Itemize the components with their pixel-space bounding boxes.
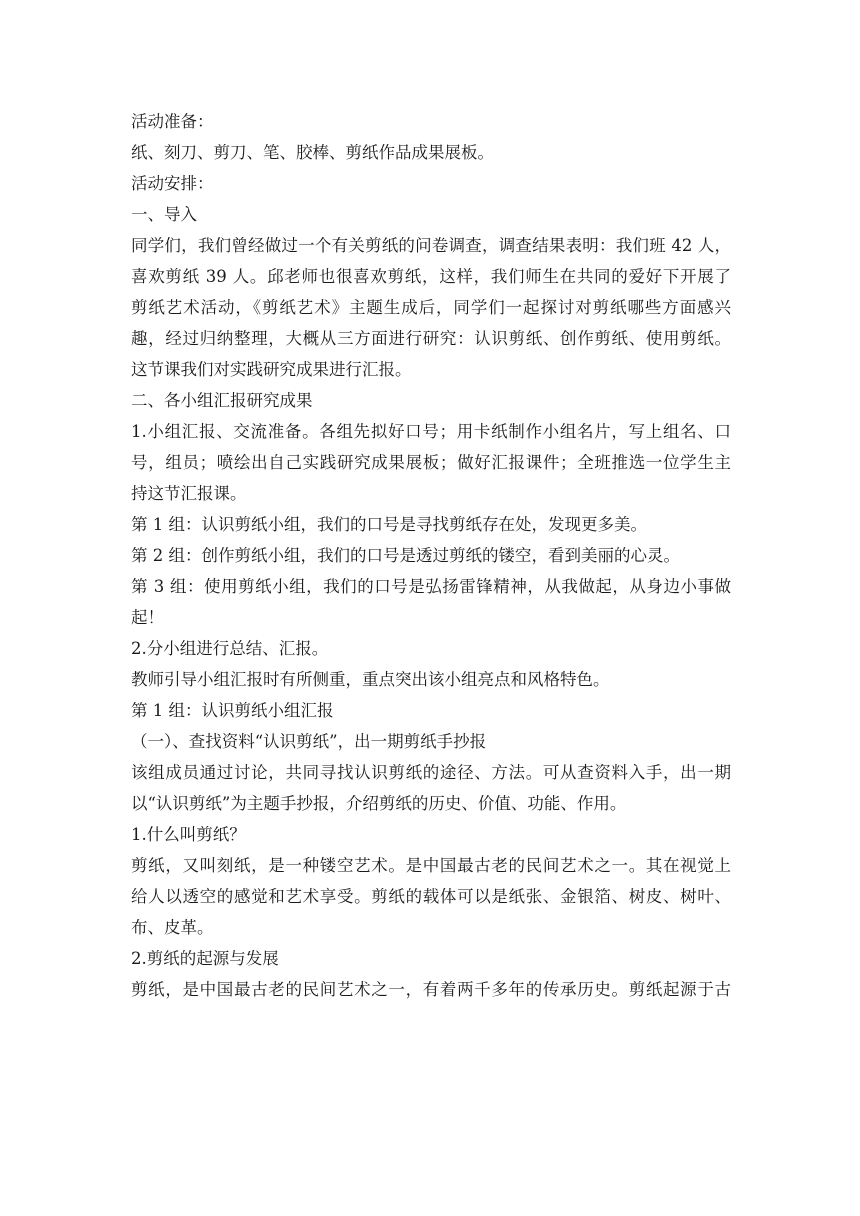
document-page: [131, 106, 731, 1005]
text-line: 一、导入: [131, 205, 197, 224]
text-line: 教师引导小组汇报时有所侧重，重点突出该小组亮点和风格特色。: [131, 670, 610, 689]
text-line: 2.剪纸的起源与发展: [131, 949, 279, 968]
text-line: 第 1 组：认识剪纸小组汇报: [131, 701, 334, 720]
text-line: 给人以透空的感觉和艺术享受。剪纸的载体可以是纸张、金银箔、树皮、树叶、: [131, 887, 731, 906]
text-line: 1.小组汇报、交流准备。各组先拟好口号；用卡纸制作小组名片，写上组名、口: [131, 422, 731, 441]
text-line: 该组成员通过讨论，共同寻找认识剪纸的途径、方法。可从查资料入手，出一期: [131, 763, 731, 782]
text-line: 趣，经过归纳整理，大概从三方面进行研究：认识剪纸、创作剪纸、使用剪纸。: [131, 329, 731, 348]
text-line: 活动准备：: [131, 112, 214, 131]
text-line: 第 1 组：认识剪纸小组，我们的口号是寻找剪纸存在处，发现更多美。: [131, 515, 647, 534]
text-line: 活动安排：: [131, 174, 214, 193]
text-line: 第 3 组：使用剪纸小组，我们的口号是弘扬雷锋精神，从我做起，从身边小事做: [131, 577, 731, 596]
text-line: 布、皮革。: [131, 918, 214, 937]
text-line: 喜欢剪纸 39 人。邱老师也很喜欢剪纸，这样，我们师生在共同的爱好下开展了: [131, 267, 731, 286]
text-line: 这节课我们对实践研究成果进行汇报。: [131, 360, 412, 379]
text-line: 第 2 组：创作剪纸小组，我们的口号是透过剪纸的镂空，看到美丽的心灵。: [131, 546, 680, 565]
text-line: 以“认识剪纸”为主题手抄报，介绍剪纸的历史、价值、功能、作用。: [131, 794, 627, 813]
text-line: 同学们，我们曾经做过一个有关剪纸的问卷调查，调查结果表明：我们班 42 人，: [131, 236, 731, 255]
text-line: 1.什么叫剪纸？: [131, 825, 246, 844]
text-line: 起！: [131, 608, 164, 627]
text-line: （一）、查找资料“认识剪纸”，出一期剪纸手抄报: [131, 732, 487, 751]
text-line: 2.分小组进行总结、汇报。: [131, 639, 329, 658]
text-line: 剪纸，是中国最古老的民间艺术之一，有着两千多年的传承历史。剪纸起源于古: [131, 980, 731, 999]
text-line: 纸、刻刀、剪刀、笔、胶棒、剪纸作品成果展板。: [131, 143, 494, 162]
text-line: 持这节汇报课。: [131, 484, 247, 503]
text-line: 剪纸艺术活动，《剪纸艺术》主题生成后，同学们一起探讨对剪纸哪些方面感兴: [131, 298, 731, 317]
text-line: 二、各小组汇报研究成果: [131, 391, 313, 410]
text-line: 剪纸，又叫刻纸，是一种镂空艺术。是中国最古老的民间艺术之一。其在视觉上: [131, 856, 731, 875]
text-line: 号，组员；喷绘出自己实践研究成果展板；做好汇报课件；全班推选一位学生主: [131, 453, 731, 472]
